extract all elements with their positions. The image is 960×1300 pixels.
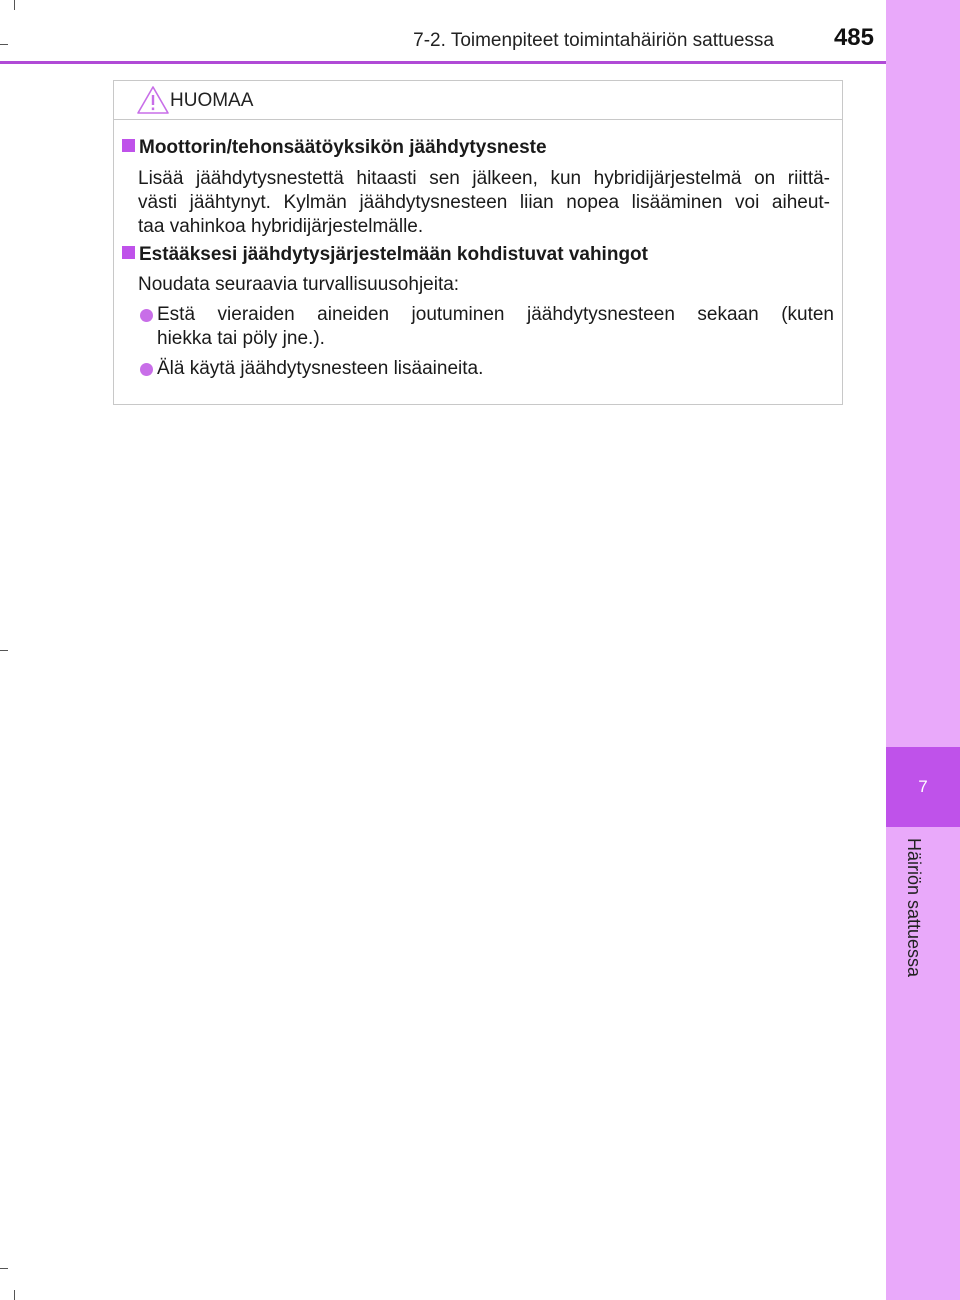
notice-box [113, 80, 843, 405]
round-bullet-icon [140, 309, 153, 322]
crop-mark [0, 44, 8, 45]
page-number: 485 [833, 24, 874, 51]
crop-mark [0, 1268, 8, 1269]
section-heading [122, 137, 547, 159]
square-bullet-icon [122, 139, 135, 152]
section-heading [122, 244, 648, 266]
crop-mark [14, 0, 15, 10]
crop-mark [14, 1290, 15, 1300]
header-rule [0, 61, 886, 64]
side-index-strip [886, 0, 960, 1300]
crop-mark [0, 650, 8, 651]
section-title: 7-2. Toimenpiteet toimintahäiriön sattuessa [413, 30, 774, 51]
warning-triangle-icon [136, 85, 170, 115]
chapter-tab [886, 747, 960, 827]
bullet-item [157, 303, 834, 351]
paragraph-line: västi jäähtynyt. Kylmän jäähdytysnesteen liian nopea lisääminen voi aiheut- [138, 192, 830, 213]
section-intro: Noudata seuraavia turvallisuusohjeita: [138, 274, 460, 295]
paragraph-line: taa vahinkoa hybridijärjestelmälle. [138, 216, 424, 237]
bullet-line: hiekka tai pöly jne.). [157, 328, 325, 349]
bullet-item [157, 357, 834, 381]
section-paragraph [138, 167, 830, 239]
section-heading-text: Moottorin/tehonsäätöyksikön jäähdytysneste [139, 137, 547, 158]
bullet-line: Älä käytä jäähdytysnesteen lisäaineita. [157, 358, 484, 379]
notice-title: HUOMAA [170, 90, 254, 111]
chapter-label: Häiriön sattuessa [904, 838, 924, 978]
bullet-line: Estä vieraiden aineiden joutuminen jäähdytysnesteen sekaan (kuten [157, 304, 834, 325]
notice-header [114, 81, 842, 120]
round-bullet-icon [140, 363, 153, 376]
square-bullet-icon [122, 246, 135, 259]
paragraph-line: Lisää jäähdytysnestettä hitaasti sen jälkeen, kun hybridijärjestelmä on riittä- [138, 168, 830, 189]
section-heading-text: Estääksesi jäähdytysjärjestelmään kohdistuvat vahingot [139, 244, 648, 265]
chapter-number: 7 [918, 777, 928, 796]
